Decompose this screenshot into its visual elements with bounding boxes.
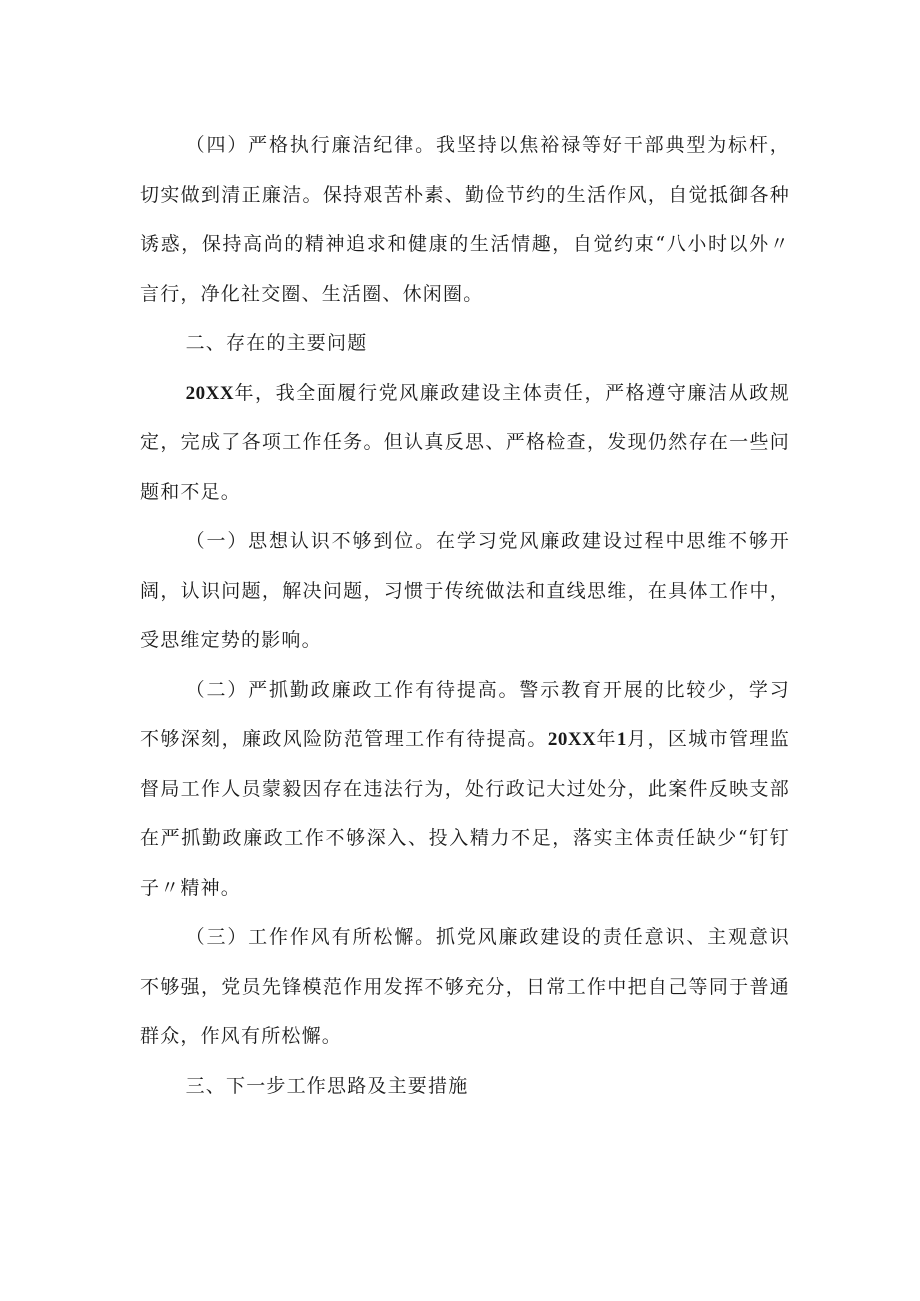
paragraph-summary (140, 369, 790, 518)
problem-2-mid: 年 (596, 728, 617, 750)
paragraph-problem-2 (140, 666, 790, 914)
problem-2-month: 1 (616, 729, 627, 750)
document-body (140, 121, 790, 1111)
problem-2-year: 20XX (547, 729, 597, 750)
paragraph-problem-3: （三）工作作风有所松懈。抓党风廉政建设的责任意识、主观意识不够强，党员先锋模范作用发挥不够充分，日常工作中把自己等同于普通群众，作风有所松懈。 (140, 926, 790, 1047)
paragraph-discipline: （四）严格执行廉洁纪律。我坚持以焦裕禄等好干部典型为标杆，切实做到清正廉洁。保持艰苦朴素、勤俭节约的生活作风，自觉抵御各种诱惑，保持高尚的精神追求和健康的生活情趣，自觉约束“八小时以外〃言行，净化社交圈、生活圈、休闲圈。 (140, 134, 790, 305)
section-heading-next-steps: 三、下一步工作思路及主要措施 (185, 1074, 469, 1097)
summary-year: 20XX (185, 382, 235, 404)
summary-text: 年，我全面履行党风廉政建设主体责任，严格遵守廉洁从政规定，完成了各项工作任务。但认真反思、严格检查，发现仍然存在一些问题和不足。 (140, 381, 790, 503)
problem-2-part2: 月，区城市管理监督局工作人员蒙毅因存在违法行为，处行政记大过处分，此案件反映支部在严抓勤政廉政工作不够深入、投入精力不足，落实主体责任缺少“钉钉子〃精神。 (140, 728, 791, 899)
problem-2-part1: （二）严抓勤政廉政工作有待提高。警示教育开展的比较少，学习不够深刻，廉政风险防范管理工作有待提高。 (140, 678, 790, 750)
paragraph-problem-1: （一）思想认识不够到位。在学习党风廉政建设过程中思维不够开阔，认识问题，解决问题，习惯于传统做法和直线思维，在具体工作中，受思维定势的影响。 (140, 530, 790, 651)
section-heading-problems: 二、存在的主要问题 (185, 332, 368, 354)
